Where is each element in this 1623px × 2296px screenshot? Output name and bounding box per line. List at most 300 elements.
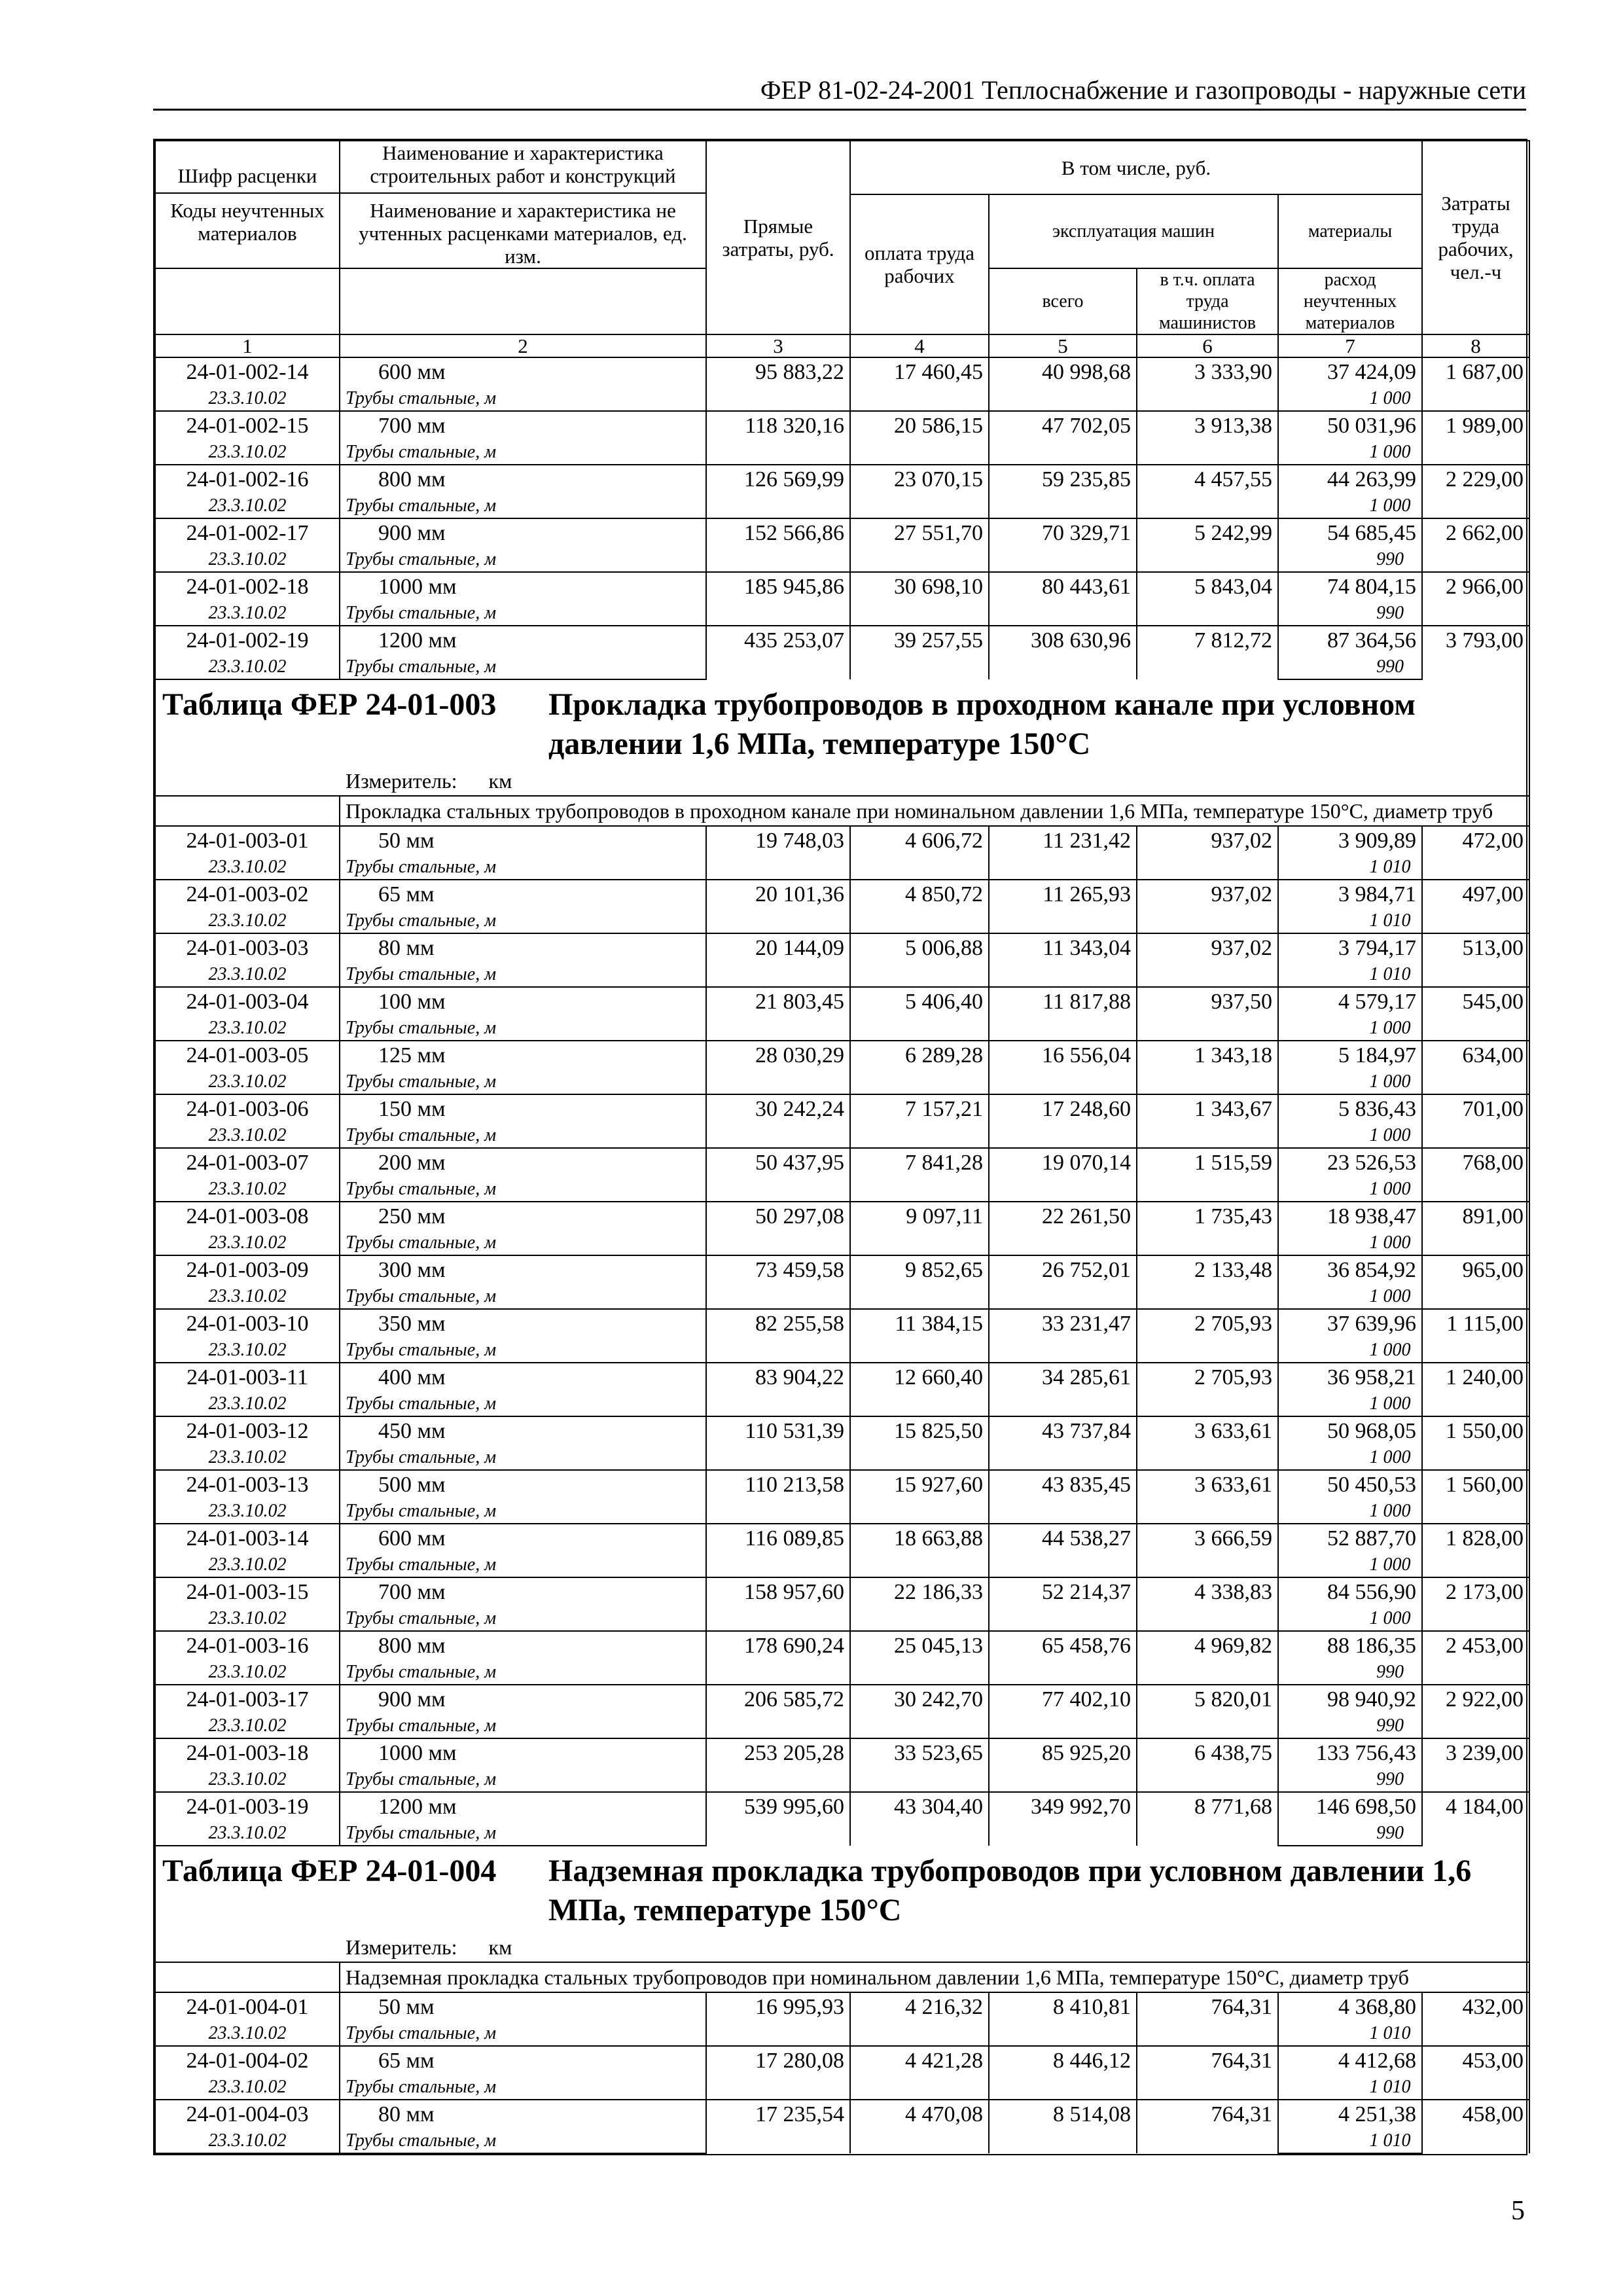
- material-qty: 1 000: [1278, 1338, 1422, 1363]
- materials-cost: 98 940,92: [1278, 1685, 1422, 1714]
- materials-cost: 84 556,90: [1278, 1577, 1422, 1607]
- machines-total: 22 261,50: [989, 1202, 1137, 1255]
- rate-code: 24-01-003-14: [155, 1524, 340, 1553]
- col-direct-header: Прямые затраты, руб.: [706, 141, 850, 334]
- rate-name: 80 мм: [340, 933, 706, 963]
- material-qty: 1 000: [1278, 1285, 1422, 1309]
- machines-total: 8 514,08: [989, 2100, 1137, 2153]
- column-number: 6: [1137, 334, 1278, 357]
- col-incl-header: В том числе, руб.: [850, 141, 1422, 194]
- material-code: 23.3.10.02: [155, 1338, 340, 1363]
- rate-name: 65 мм: [340, 880, 706, 909]
- material-code: 23.3.10.02: [155, 1177, 340, 1202]
- materials-cost: 36 854,92: [1278, 1255, 1422, 1285]
- header-spacer: [155, 268, 340, 334]
- materials-cost: 52 887,70: [1278, 1524, 1422, 1553]
- material-qty: 990: [1278, 1714, 1422, 1738]
- column-numbers-row: [155, 334, 1529, 357]
- wages-cost: 6 289,28: [850, 1041, 989, 1094]
- wages-cost: 18 663,88: [850, 1524, 989, 1577]
- unit-cell: [155, 1933, 1529, 1962]
- machines-total: 70 329,71: [989, 518, 1137, 572]
- machines-wages: 937,50: [1137, 987, 1278, 1041]
- rate-code: 24-01-002-19: [155, 626, 340, 655]
- material-code: 23.3.10.02: [155, 1070, 340, 1094]
- wages-cost: 20 586,15: [850, 411, 989, 465]
- col-code-top: Шифр расценки: [177, 164, 317, 187]
- wages-cost: 15 825,50: [850, 1416, 989, 1470]
- labor-cost: 458,00: [1422, 2100, 1529, 2153]
- material-code: 23.3.10.02: [155, 2022, 340, 2046]
- labor-cost: 768,00: [1422, 1148, 1529, 1202]
- material-name: Трубы стальные, м: [340, 1070, 706, 1094]
- wages-cost: 23 070,15: [850, 465, 989, 518]
- direct-cost: 152 566,86: [706, 518, 850, 572]
- table-row: [155, 1470, 1529, 1499]
- col-machines-total-header: всего: [989, 268, 1137, 334]
- rate-name: 700 мм: [340, 411, 706, 440]
- rate-name: 600 мм: [340, 357, 706, 387]
- rate-code: 24-01-002-18: [155, 572, 340, 601]
- material-qty: 1 000: [1278, 1124, 1422, 1148]
- labor-cost: 1 560,00: [1422, 1470, 1529, 1524]
- rate-code: 24-01-003-16: [155, 1631, 340, 1660]
- materials-cost: 5 184,97: [1278, 1041, 1422, 1070]
- labor-cost: 453,00: [1422, 2046, 1529, 2100]
- material-name: Трубы стальные, м: [340, 1231, 706, 1255]
- material-name: Трубы стальные, м: [340, 440, 706, 465]
- wages-cost: 15 927,60: [850, 1470, 989, 1524]
- direct-cost: 95 883,22: [706, 357, 850, 411]
- labor-cost: 497,00: [1422, 880, 1529, 933]
- direct-cost: 253 205,28: [706, 1738, 850, 1792]
- materials-cost: 37 424,09: [1278, 357, 1422, 387]
- machines-wages: 1 343,18: [1137, 1041, 1278, 1094]
- table-title-cell: [155, 1846, 1529, 1933]
- table-row: [155, 1631, 1529, 1660]
- col-materials-sub-header: расход неучтенных материалов: [1278, 268, 1422, 334]
- material-code: 23.3.10.02: [155, 1768, 340, 1792]
- materials-cost: 44 263,99: [1278, 465, 1422, 494]
- machines-total: 47 702,05: [989, 411, 1137, 465]
- direct-cost: 110 213,58: [706, 1470, 850, 1524]
- materials-cost: 37 639,96: [1278, 1309, 1422, 1338]
- rate-name: 900 мм: [340, 1685, 706, 1714]
- col-materials-header: материалы: [1278, 194, 1422, 268]
- unit-row: [155, 766, 1529, 796]
- material-qty: 1 000: [1278, 387, 1422, 411]
- materials-cost: 88 186,35: [1278, 1631, 1422, 1660]
- material-qty: 1 010: [1278, 2022, 1422, 2046]
- rate-code: 24-01-003-09: [155, 1255, 340, 1285]
- rate-name: 350 мм: [340, 1309, 706, 1338]
- direct-cost: 17 280,08: [706, 2046, 850, 2100]
- col-name-top: Наименование и характеристика строительных работ и конструкций: [370, 141, 676, 187]
- table-description: Прокладка стальных трубопроводов в проходном канале при номинальном давлении 1,6 МПа, температуре 150°С, диаметр труб: [340, 796, 1529, 826]
- material-qty: 990: [1278, 1821, 1422, 1846]
- material-qty: 990: [1278, 1660, 1422, 1685]
- table-row: [155, 1041, 1529, 1070]
- rate-name: 600 мм: [340, 1524, 706, 1553]
- rate-name: 50 мм: [340, 826, 706, 855]
- material-code: 23.3.10.02: [155, 963, 340, 987]
- rate-code: 24-01-003-08: [155, 1202, 340, 1231]
- table-row: [155, 1416, 1529, 1446]
- wages-cost: 17 460,45: [850, 357, 989, 411]
- machines-wages: 764,31: [1137, 1992, 1278, 2046]
- table-row: [155, 1738, 1529, 1768]
- table-title: [156, 680, 1529, 766]
- rate-code: 24-01-002-17: [155, 518, 340, 548]
- material-code: 23.3.10.02: [155, 548, 340, 572]
- price-table-frame: [153, 139, 1527, 2155]
- material-name: Трубы стальные, м: [340, 1285, 706, 1309]
- material-name: Трубы стальные, м: [340, 963, 706, 987]
- description-spacer: [155, 796, 340, 826]
- machines-wages: 7 812,72: [1137, 626, 1278, 679]
- labor-cost: 545,00: [1422, 987, 1529, 1041]
- table-row: [155, 826, 1529, 855]
- direct-cost: 539 995,60: [706, 1792, 850, 1846]
- materials-cost: 4 368,80: [1278, 1992, 1422, 2022]
- page-number: 5: [1511, 2196, 1525, 2226]
- col-machines-header: эксплуатация машин: [989, 194, 1278, 268]
- machines-total: 11 817,88: [989, 987, 1137, 1041]
- machines-total: 8 410,81: [989, 1992, 1137, 2046]
- rate-name: 900 мм: [340, 518, 706, 548]
- machines-wages: 1 515,59: [1137, 1148, 1278, 1202]
- unit-row: [155, 1933, 1529, 1962]
- material-qty: 990: [1278, 655, 1422, 679]
- table-row: [155, 1255, 1529, 1285]
- table-title-cell: [155, 679, 1529, 766]
- machines-total: 19 070,14: [989, 1148, 1137, 1202]
- material-code: 23.3.10.02: [155, 1660, 340, 1685]
- machines-total: 8 446,12: [989, 2046, 1137, 2100]
- machines-total: 16 556,04: [989, 1041, 1137, 1094]
- direct-cost: 21 803,45: [706, 987, 850, 1041]
- rate-name: 1200 мм: [340, 1792, 706, 1821]
- material-code: 23.3.10.02: [155, 2129, 340, 2153]
- rate-code: 24-01-003-02: [155, 880, 340, 909]
- rate-code: 24-01-003-19: [155, 1792, 340, 1821]
- direct-cost: 83 904,22: [706, 1363, 850, 1416]
- material-name: Трубы стальные, м: [340, 601, 706, 626]
- machines-total: 65 458,76: [989, 1631, 1137, 1685]
- materials-cost: 133 756,43: [1278, 1738, 1422, 1768]
- rate-name: 1200 мм: [340, 626, 706, 655]
- machines-total: 34 285,61: [989, 1363, 1137, 1416]
- table-row: [155, 1992, 1529, 2022]
- materials-cost: 3 794,17: [1278, 933, 1422, 963]
- machines-wages: 5 820,01: [1137, 1685, 1278, 1738]
- rate-code: 24-01-003-06: [155, 1094, 340, 1124]
- material-code: 23.3.10.02: [155, 1285, 340, 1309]
- wages-cost: 27 551,70: [850, 518, 989, 572]
- rate-name: 500 мм: [340, 1470, 706, 1499]
- wages-cost: 4 216,32: [850, 1992, 989, 2046]
- rate-code: 24-01-003-11: [155, 1363, 340, 1392]
- material-qty: 1 010: [1278, 2075, 1422, 2100]
- material-qty: 1 010: [1278, 909, 1422, 933]
- rate-code: 24-01-002-16: [155, 465, 340, 494]
- direct-cost: 110 531,39: [706, 1416, 850, 1470]
- machines-wages: 4 969,82: [1137, 1631, 1278, 1685]
- machines-wages: 1 343,67: [1137, 1094, 1278, 1148]
- material-name: Трубы стальные, м: [340, 494, 706, 518]
- material-code: 23.3.10.02: [155, 387, 340, 411]
- material-name: Трубы стальные, м: [340, 909, 706, 933]
- labor-cost: 2 662,00: [1422, 518, 1529, 572]
- machines-wages: 3 333,90: [1137, 357, 1278, 411]
- direct-cost: 116 089,85: [706, 1524, 850, 1577]
- direct-cost: 118 320,16: [706, 411, 850, 465]
- direct-cost: 16 995,93: [706, 1992, 850, 2046]
- machines-wages: 764,31: [1137, 2100, 1278, 2153]
- rate-code: 24-01-003-04: [155, 987, 340, 1016]
- material-code: 23.3.10.02: [155, 601, 340, 626]
- column-number: 2: [340, 334, 706, 357]
- rate-code: 24-01-003-15: [155, 1577, 340, 1607]
- wages-cost: 39 257,55: [850, 626, 989, 679]
- material-qty: 1 000: [1278, 1607, 1422, 1631]
- wages-cost: 30 698,10: [850, 572, 989, 626]
- material-qty: 1 010: [1278, 963, 1422, 987]
- table-row: [155, 1094, 1529, 1124]
- material-name: Трубы стальные, м: [340, 1660, 706, 1685]
- material-name: Трубы стальные, м: [340, 1392, 706, 1416]
- unit-value: км: [488, 769, 512, 793]
- machines-wages: 3 666,59: [1137, 1524, 1278, 1577]
- material-name: Трубы стальные, м: [340, 1124, 706, 1148]
- material-code: 23.3.10.02: [155, 440, 340, 465]
- wages-cost: 12 660,40: [850, 1363, 989, 1416]
- rate-code: 24-01-004-03: [155, 2100, 340, 2129]
- labor-cost: 2 453,00: [1422, 1631, 1529, 1685]
- labor-cost: 891,00: [1422, 1202, 1529, 1255]
- machines-total: 59 235,85: [989, 465, 1137, 518]
- rate-code: 24-01-002-15: [155, 411, 340, 440]
- machines-total: 44 538,27: [989, 1524, 1137, 1577]
- material-qty: 1 000: [1278, 440, 1422, 465]
- direct-cost: 20 144,09: [706, 933, 850, 987]
- description-row: [155, 796, 1529, 826]
- table-row: [155, 1363, 1529, 1392]
- col-machines-wages-header: в т.ч. оплата труда машинистов: [1137, 268, 1278, 334]
- material-name: Трубы стальные, м: [340, 2075, 706, 2100]
- table-row: [155, 572, 1529, 601]
- direct-cost: 17 235,54: [706, 2100, 850, 2153]
- wages-cost: 25 045,13: [850, 1631, 989, 1685]
- price-table: [154, 140, 1530, 2154]
- material-qty: 1 000: [1278, 1553, 1422, 1577]
- wages-cost: 7 157,21: [850, 1094, 989, 1148]
- rate-code: 24-01-003-12: [155, 1416, 340, 1446]
- table-row: [155, 2046, 1529, 2075]
- material-name: Трубы стальные, м: [340, 1338, 706, 1363]
- material-name: Трубы стальные, м: [340, 1821, 706, 1846]
- machines-total: 11 231,42: [989, 826, 1137, 880]
- materials-cost: 3 909,89: [1278, 826, 1422, 855]
- wages-cost: 4 470,08: [850, 2100, 989, 2153]
- rate-code: 24-01-003-13: [155, 1470, 340, 1499]
- material-qty: 1 000: [1278, 1392, 1422, 1416]
- materials-cost: 4 251,38: [1278, 2100, 1422, 2129]
- materials-cost: 74 804,15: [1278, 572, 1422, 601]
- col-code-bottom: Коды неучтенных материалов: [156, 192, 339, 245]
- col-name-header: [340, 141, 706, 268]
- materials-cost: 3 984,71: [1278, 880, 1422, 909]
- machines-wages: 5 843,04: [1137, 572, 1278, 626]
- direct-cost: 185 945,86: [706, 572, 850, 626]
- rate-name: 65 мм: [340, 2046, 706, 2075]
- table-number: Таблица ФЕР 24-01-004: [162, 1854, 497, 1888]
- materials-cost: 50 031,96: [1278, 411, 1422, 440]
- material-qty: 990: [1278, 548, 1422, 572]
- wages-cost: 5 406,40: [850, 987, 989, 1041]
- material-name: Трубы стальные, м: [340, 1768, 706, 1792]
- table-row: [155, 933, 1529, 963]
- material-name: Трубы стальные, м: [340, 1177, 706, 1202]
- wages-cost: 30 242,70: [850, 1685, 989, 1738]
- labor-cost: 513,00: [1422, 933, 1529, 987]
- table-name: Надземная прокладка трубопроводов при условном давлении 1,6 МПа, температуре 150°С: [548, 1854, 1472, 1928]
- material-qty: 1 000: [1278, 1446, 1422, 1470]
- material-qty: 1 000: [1278, 1177, 1422, 1202]
- labor-cost: 3 793,00: [1422, 626, 1529, 679]
- machines-total: 43 835,45: [989, 1470, 1137, 1524]
- table-row: [155, 1685, 1529, 1714]
- machines-wages: 3 633,61: [1137, 1416, 1278, 1470]
- col-code-header: [155, 141, 340, 268]
- labor-cost: 2 966,00: [1422, 572, 1529, 626]
- rate-code: 24-01-003-05: [155, 1041, 340, 1070]
- rate-code: 24-01-004-02: [155, 2046, 340, 2075]
- material-code: 23.3.10.02: [155, 1714, 340, 1738]
- labor-cost: 3 239,00: [1422, 1738, 1529, 1792]
- machines-wages: 937,02: [1137, 933, 1278, 987]
- machines-total: 308 630,96: [989, 626, 1137, 679]
- machines-total: 85 925,20: [989, 1738, 1137, 1792]
- running-header: ФЕР 81-02-24-2001 Теплоснабжение и газопроводы - наружные сети: [153, 72, 1526, 111]
- machines-wages: 6 438,75: [1137, 1738, 1278, 1792]
- material-name: Трубы стальные, м: [340, 2129, 706, 2153]
- machines-wages: 4 338,83: [1137, 1577, 1278, 1631]
- rate-code: 24-01-004-01: [155, 1992, 340, 2022]
- rate-code: 24-01-003-17: [155, 1685, 340, 1714]
- table-row: [155, 1577, 1529, 1607]
- material-code: 23.3.10.02: [155, 1553, 340, 1577]
- rate-name: 450 мм: [340, 1416, 706, 1446]
- wages-cost: 9 852,65: [850, 1255, 989, 1309]
- labor-cost: 634,00: [1422, 1041, 1529, 1094]
- wages-cost: 33 523,65: [850, 1738, 989, 1792]
- machines-total: 43 737,84: [989, 1416, 1137, 1470]
- machines-total: 11 265,93: [989, 880, 1137, 933]
- table-description: Надземная прокладка стальных трубопроводов при номинальном давлении 1,6 МПа, температуре 150°С, диаметр труб: [340, 1962, 1529, 1992]
- material-name: Трубы стальные, м: [340, 1553, 706, 1577]
- machines-wages: 1 735,43: [1137, 1202, 1278, 1255]
- table-title-row: [155, 1846, 1529, 1933]
- table-number: Таблица ФЕР 24-01-003: [162, 687, 497, 722]
- materials-cost: 36 958,21: [1278, 1363, 1422, 1392]
- machines-total: 40 998,68: [989, 357, 1137, 411]
- direct-cost: 206 585,72: [706, 1685, 850, 1738]
- rate-code: 24-01-003-07: [155, 1148, 340, 1177]
- wages-cost: 9 097,11: [850, 1202, 989, 1255]
- rate-name: 80 мм: [340, 2100, 706, 2129]
- material-code: 23.3.10.02: [155, 1821, 340, 1846]
- machines-total: 11 343,04: [989, 933, 1137, 987]
- direct-cost: 50 437,95: [706, 1148, 850, 1202]
- rate-name: 800 мм: [340, 1631, 706, 1660]
- material-code: 23.3.10.02: [155, 1446, 340, 1470]
- machines-wages: 3 633,61: [1137, 1470, 1278, 1524]
- materials-cost: 87 364,56: [1278, 626, 1422, 655]
- machines-total: 33 231,47: [989, 1309, 1137, 1363]
- labor-cost: 1 115,00: [1422, 1309, 1529, 1363]
- labor-cost: 1 687,00: [1422, 357, 1529, 411]
- machines-wages: 2 705,93: [1137, 1309, 1278, 1363]
- wages-cost: 22 186,33: [850, 1577, 989, 1631]
- rate-name: 200 мм: [340, 1148, 706, 1177]
- direct-cost: 19 748,03: [706, 826, 850, 880]
- materials-cost: 50 968,05: [1278, 1416, 1422, 1446]
- wages-cost: 4 850,72: [850, 880, 989, 933]
- material-code: 23.3.10.02: [155, 1499, 340, 1524]
- description-spacer: [155, 1962, 340, 1992]
- table-row: [155, 1524, 1529, 1553]
- materials-cost: 23 526,53: [1278, 1148, 1422, 1177]
- labor-cost: 965,00: [1422, 1255, 1529, 1309]
- table-row: [155, 626, 1529, 655]
- table-row: [155, 880, 1529, 909]
- direct-cost: 28 030,29: [706, 1041, 850, 1094]
- column-number: 1: [155, 334, 340, 357]
- table-name: Прокладка трубопроводов в проходном канале при условном давлении 1,6 МПа, температуре 150°С: [548, 687, 1416, 761]
- machines-total: 77 402,10: [989, 1685, 1137, 1738]
- table-row: [155, 465, 1529, 494]
- rate-name: 50 мм: [340, 1992, 706, 2022]
- material-name: Трубы стальные, м: [340, 855, 706, 880]
- material-qty: 1 000: [1278, 1499, 1422, 1524]
- rate-name: 300 мм: [340, 1255, 706, 1285]
- material-code: 23.3.10.02: [155, 909, 340, 933]
- material-name: Трубы стальные, м: [340, 387, 706, 411]
- rate-name: 700 мм: [340, 1577, 706, 1607]
- materials-cost: 54 685,45: [1278, 518, 1422, 548]
- material-name: Трубы стальные, м: [340, 548, 706, 572]
- description-row: [155, 1962, 1529, 1992]
- labor-cost: 701,00: [1422, 1094, 1529, 1148]
- table-row: [155, 1202, 1529, 1231]
- material-qty: 1 010: [1278, 2129, 1422, 2153]
- col-labor-header: Затраты труда рабочих, чел.-ч: [1422, 141, 1529, 334]
- table-title: [156, 1846, 1529, 1933]
- labor-cost: 2 229,00: [1422, 465, 1529, 518]
- direct-cost: 435 253,07: [706, 626, 850, 679]
- material-name: Трубы стальные, м: [340, 1714, 706, 1738]
- rate-name: 250 мм: [340, 1202, 706, 1231]
- rate-name: 125 мм: [340, 1041, 706, 1070]
- table-row: [155, 1309, 1529, 1338]
- table-row: [155, 1792, 1529, 1821]
- material-code: 23.3.10.02: [155, 1392, 340, 1416]
- materials-cost: 146 698,50: [1278, 1792, 1422, 1821]
- column-number: 3: [706, 334, 850, 357]
- table-row: [155, 987, 1529, 1016]
- wages-cost: 11 384,15: [850, 1309, 989, 1363]
